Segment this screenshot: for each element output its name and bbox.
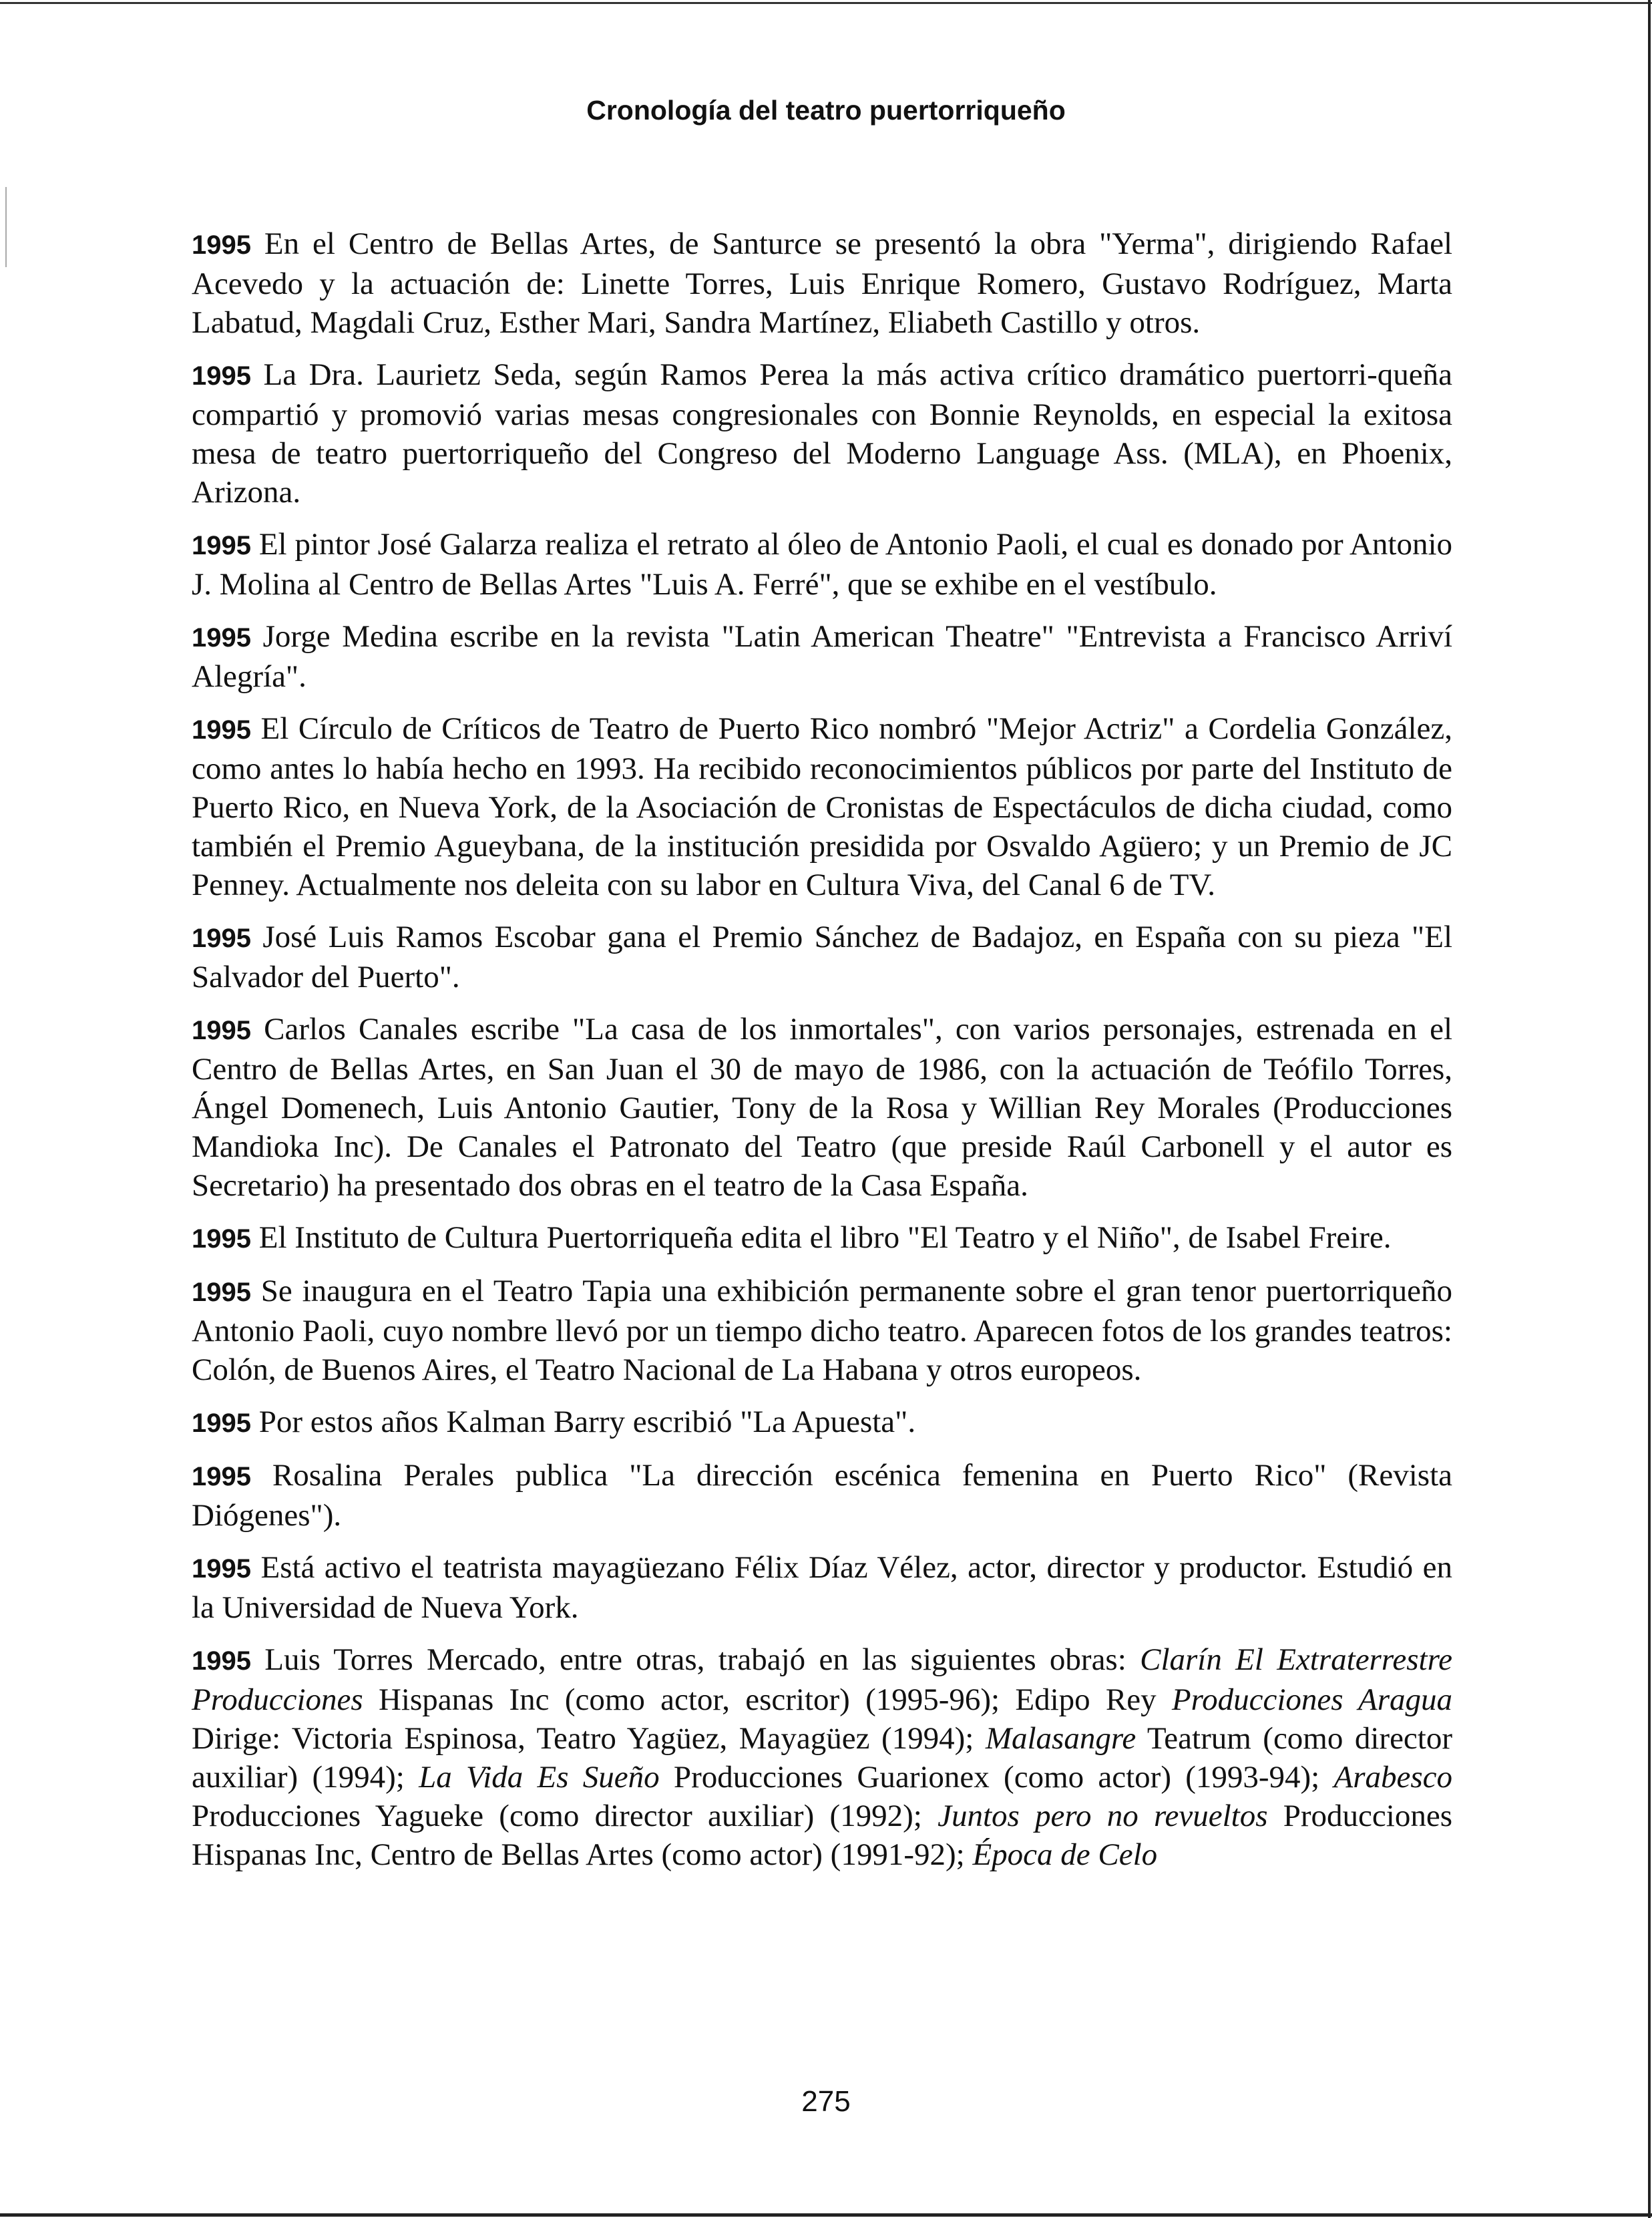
entry-year: 1995 — [192, 1554, 251, 1584]
entry-text: El Instituto de Cultura Puertorriqueña edita el libro "El Teatro y el Niño", de Isabel Freire. — [258, 1220, 1392, 1255]
entry-text: Se inaugura en el Teatro Tapia una exhibición permanente sobre el gran tenor puertorriqueño Antonio Paoli, cuyo nombre llevó por un tiempo dicho teatro. Aparecen fotos de los grandes teatros: Colón, de Buenos Aires, el Teatro Nacional de La Habana y otros europeos. — [192, 1274, 1452, 1387]
entry-text-segment: Producciones Hispanas Inc, Centro de Bellas Artes (como actor) (1991-92); — [192, 1799, 1452, 1872]
entry-text-segment: Luis Torres Mercado, entre otras, trabajó en las siguientes obras: — [264, 1642, 1141, 1677]
entry-year: 1995 — [192, 623, 251, 653]
entry-year: 1995 — [192, 924, 251, 953]
entry-text: Está activo el teatrista mayagüezano Félix Díaz Vélez, actor, director y productor. Estudió en la Universidad de Nueva York. — [192, 1550, 1452, 1625]
chronology-entry — [192, 224, 1452, 342]
chronology-entry — [192, 1548, 1452, 1627]
entry-text: Carlos Canales escribe "La casa de los inmortales", con varios personajes, estrenada en el Centro de Bellas Artes, en San Juan el 30 de mayo de 1986, con la actuación de Teófilo Torres, Ángel Domenech, Luis Antonio Gautier, Tony de la Rosa y Willian Rey Morales (Producciones Mandioka Inc). De Canales el Patronato del Teatro (que preside Raúl Carbonell y el autor es Secretario) ha presentado dos obras en el teatro de la Casa España. — [192, 1012, 1453, 1203]
entry-year: 1995 — [192, 1409, 251, 1438]
work-title: Clarín El Extraterrestre Producciones — [192, 1642, 1453, 1717]
work-title: Juntos pero no revueltos — [938, 1799, 1268, 1833]
entry-text: El Círculo de Críticos de Teatro de Puerto Rico nombró "Mejor Actriz" a Cordelia González, como antes lo había hecho en 1993. Ha recibido reconocimientos públicos por parte del Instituto de Puerto Rico, en Nueva York, de la Asociación de Cronistas de Espectáculos de dicha ciudad, como también el Premio Agueybana, de la institución presidida por Osvaldo Agüero; y un Premio de JC Penney. Actualmente nos deleita con su labor en Cultura Viva, del Canal 6 de TV. — [192, 711, 1452, 902]
entry-year: 1995 — [192, 715, 251, 745]
right-border-line — [1648, 0, 1651, 2218]
chronology-entry — [192, 1272, 1452, 1389]
work-title: La Vida Es Sueño — [419, 1760, 660, 1795]
chronology-entry — [192, 1010, 1452, 1205]
work-title: Época de Celo — [972, 1837, 1158, 1872]
chronology-entry — [192, 355, 1452, 512]
work-title: Producciones Aragua — [1171, 1682, 1452, 1717]
entry-text: El pintor José Galarza realiza el retrato al óleo de Antonio Paoli, el cual es donado por Antonio J. Molina al Centro de Bellas Artes "Luis A. Ferré", que se exhibe en el vestíbulo. — [192, 527, 1453, 602]
entry-text-segment: Producciones Guarionex (como actor) (1993-94); — [659, 1760, 1334, 1795]
chronology-entry — [192, 617, 1452, 696]
entry-text: Por estos años Kalman Barry escribió "La Apuesta". — [258, 1405, 916, 1439]
top-border-line — [0, 2, 1652, 4]
entry-year: 1995 — [192, 1462, 251, 1491]
chronology-entry — [192, 1456, 1452, 1535]
chronology-body — [192, 224, 1452, 1887]
entry-year: 1995 — [192, 361, 251, 391]
entry-year: 1995 — [192, 1646, 251, 1676]
entry-text: La Dra. Laurietz Seda, según Ramos Perea la más activa crítico dramático puertorri-queña compartió y promovió varias mesas congresionales con Bonnie Reynolds, en especial la exitosa mesa de teatro puertorriqueño del Congreso del Moderno Language Ass. (MLA), en Phoenix, Arizona. — [192, 357, 1452, 510]
entry-year: 1995 — [192, 1278, 251, 1307]
entry-year: 1995 — [192, 1016, 251, 1045]
entry-year: 1995 — [192, 531, 251, 560]
entry-text-segment: Producciones Yagueke (como director auxiliar) (1992); — [192, 1799, 938, 1833]
chronology-entry — [192, 525, 1452, 604]
entry-text: Jorge Medina escribe en la revista "Latin American Theatre" "Entrevista a Francisco Arriví Alegría". — [192, 619, 1453, 694]
chronology-entry — [192, 1218, 1452, 1258]
chronology-entry-continued — [192, 1640, 1452, 1874]
entry-text: Rosalina Perales publica "La dirección escénica femenina en Puerto Rico" (Revista Diógenes"). — [192, 1458, 1452, 1533]
entry-text — [192, 1642, 1452, 1872]
entry-year: 1995 — [192, 230, 251, 260]
page-number: 275 — [801, 2085, 851, 2118]
chronology-entry — [192, 918, 1452, 996]
entry-text: En el Centro de Bellas Artes, de Santurce se presentó la obra "Yerma", dirigiendo Rafael Acevedo y la actuación de: Linette Torres, Luis Enrique Romero, Gustavo Rodríguez, Marta Labatud, Magdali Cruz, Esther Mari, Sandra Martínez, Eliabeth Castillo y otros. — [192, 226, 1453, 340]
scan-artifact — [5, 187, 7, 267]
chronology-entry — [192, 1403, 1452, 1443]
work-title: Arabesco — [1333, 1760, 1453, 1795]
entry-text: José Luis Ramos Escobar gana el Premio Sánchez de Badajoz, en España con su pieza "El Salvador del Puerto". — [192, 920, 1452, 994]
work-title: Malasangre — [985, 1721, 1137, 1756]
entry-text-segment: Teatrum (como director auxiliar) (1994); — [192, 1721, 1452, 1795]
entry-text-segment: Hispanas Inc (como actor, escritor) (1995-96); Edipo Rey — [363, 1682, 1172, 1717]
entry-text-segment: Dirige: Victoria Espinosa, Teatro Yagüez, Mayagüez (1994); — [192, 1721, 986, 1756]
chronology-entry — [192, 709, 1452, 904]
bottom-border-line — [0, 2213, 1652, 2217]
running-header: Cronología del teatro puertorriqueño — [586, 95, 1066, 126]
entry-year: 1995 — [192, 1224, 251, 1254]
